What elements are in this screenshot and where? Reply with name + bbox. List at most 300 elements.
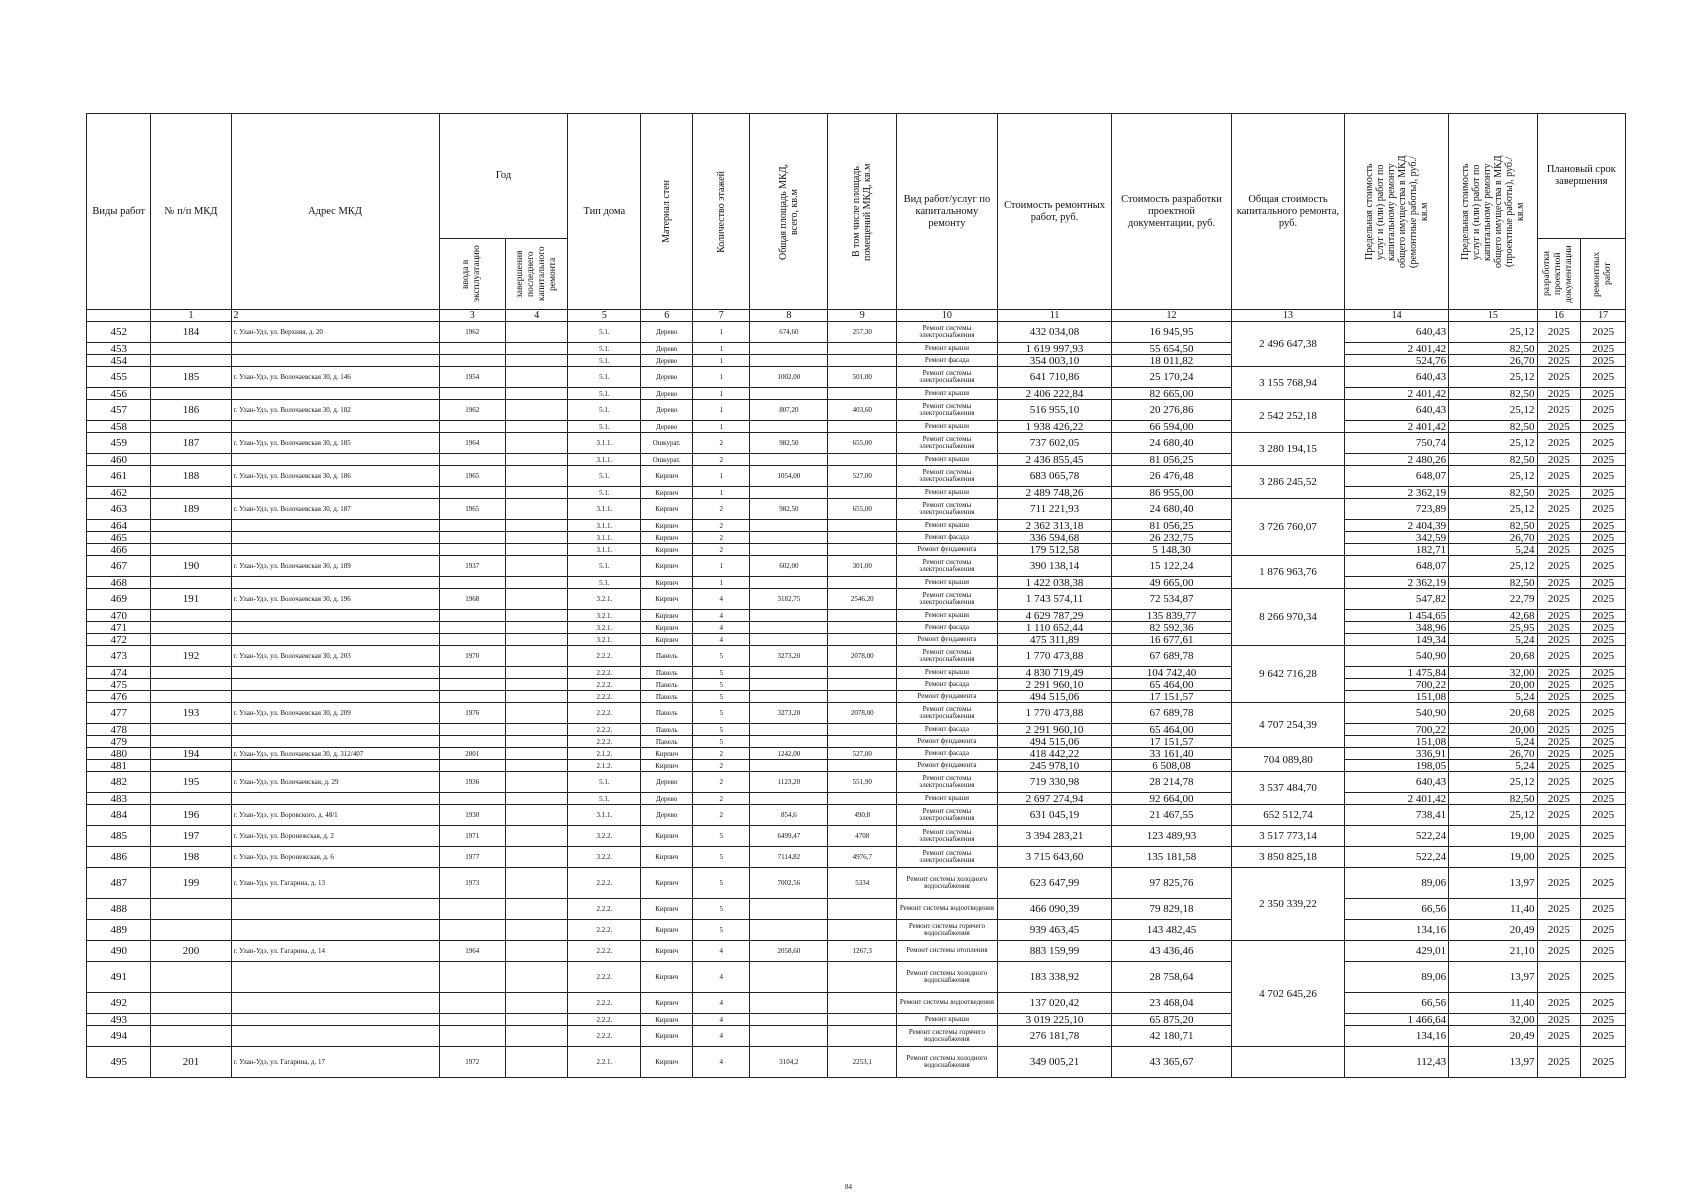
limit-design: 11,40 xyxy=(1449,993,1537,1014)
wall-material: Кирпич xyxy=(641,577,693,589)
house-address: г. Улан-Удэ, ул. Гагарина, д. 14 xyxy=(231,941,439,962)
house-address xyxy=(231,454,439,466)
table-row xyxy=(87,499,1626,520)
house-address: г. Улан-Удэ, ул. Верхняя, д. 20 xyxy=(231,322,439,343)
work-type: Ремонт системы отопления xyxy=(897,941,998,962)
cost-design: 15 122,24 xyxy=(1112,556,1232,577)
wall-material: Кирпич xyxy=(641,1026,693,1047)
row-id: 485 xyxy=(87,826,151,847)
work-type: Ремонт фасада xyxy=(897,532,998,544)
floors: 4 xyxy=(693,1014,750,1026)
cost-repair: 737 602,05 xyxy=(997,433,1111,454)
wall-material: Панель xyxy=(641,646,693,667)
header-limit-repair-text: Предельная стоимость услуг и (или) работ по капитальному ремонту общего имущества в МКД (ремонтные работы), руб./кв.м xyxy=(1363,155,1430,268)
row-id: 481 xyxy=(87,760,151,772)
limit-design: 25,12 xyxy=(1449,772,1537,793)
floors: 1 xyxy=(693,421,750,433)
house-address xyxy=(231,920,439,941)
deadline-repair: 2025 xyxy=(1581,388,1626,400)
work-type: Ремонт фундамента xyxy=(897,760,998,772)
year-last-repair xyxy=(506,1047,568,1078)
deadline-repair: 2025 xyxy=(1581,577,1626,589)
work-type: Ремонт крыши xyxy=(897,487,998,499)
year-last-repair xyxy=(506,826,568,847)
year-last-repair xyxy=(506,433,568,454)
deadline-repair: 2025 xyxy=(1581,899,1626,920)
year-commission: 1936 xyxy=(439,772,506,793)
table-row xyxy=(87,1026,1626,1047)
limit-design: 20,68 xyxy=(1449,703,1537,724)
table-row xyxy=(87,868,1626,899)
area-total xyxy=(750,793,828,805)
floors: 1 xyxy=(693,400,750,421)
area-living xyxy=(828,724,897,736)
row-id: 455 xyxy=(87,367,151,388)
limit-repair: 640,43 xyxy=(1345,772,1449,793)
cost-design: 18 011,82 xyxy=(1112,355,1232,367)
deadline-design: 2025 xyxy=(1537,646,1581,667)
year-commission: 1968 xyxy=(439,589,506,610)
col-number xyxy=(87,310,151,322)
cost-repair: 349 005,21 xyxy=(997,1047,1111,1078)
year-commission: 1965 xyxy=(439,466,506,487)
year-commission: 1965 xyxy=(439,499,506,520)
house-number xyxy=(151,343,231,355)
row-id: 480 xyxy=(87,748,151,760)
house-number xyxy=(151,610,231,622)
floors: 5 xyxy=(693,847,750,868)
table-row xyxy=(87,577,1626,589)
area-living xyxy=(828,667,897,679)
house-number xyxy=(151,899,231,920)
header-year-repair-text: завершения последнего капитального ремонта xyxy=(514,246,558,302)
cost-repair: 3 715 643,60 xyxy=(997,847,1111,868)
cost-repair: 1 938 426,22 xyxy=(997,421,1111,433)
house-number: 198 xyxy=(151,847,231,868)
area-total: 7002,56 xyxy=(750,868,828,899)
table-row xyxy=(87,748,1626,760)
house-number: 201 xyxy=(151,1047,231,1078)
cost-total: 2 350 339,22 xyxy=(1231,868,1344,941)
table-row xyxy=(87,433,1626,454)
row-id: 472 xyxy=(87,634,151,646)
year-last-repair xyxy=(506,577,568,589)
header-limit-design xyxy=(1449,114,1537,310)
work-type: Ремонт крыши xyxy=(897,520,998,532)
deadline-design: 2025 xyxy=(1537,343,1581,355)
col-number: 4 xyxy=(506,310,568,322)
year-commission xyxy=(439,577,506,589)
floors: 5 xyxy=(693,691,750,703)
limit-repair: 738,41 xyxy=(1345,805,1449,826)
limit-repair: 2 362,19 xyxy=(1345,487,1449,499)
year-commission: 1962 xyxy=(439,400,506,421)
wall-material: Дерево xyxy=(641,388,693,400)
work-type: Ремонт системы водоотведения xyxy=(897,993,998,1014)
area-living: 655,00 xyxy=(828,499,897,520)
header-work-type: Вид работ/услуг по капитальному ремонту xyxy=(897,114,998,310)
limit-repair: 151,08 xyxy=(1345,691,1449,703)
area-living: 527,00 xyxy=(828,748,897,760)
house-address xyxy=(231,1014,439,1026)
limit-design: 20,00 xyxy=(1449,724,1537,736)
house-number: 188 xyxy=(151,466,231,487)
year-last-repair xyxy=(506,760,568,772)
house-number: 193 xyxy=(151,703,231,724)
year-commission xyxy=(439,388,506,400)
limit-repair: 700,22 xyxy=(1345,679,1449,691)
row-id: 491 xyxy=(87,962,151,993)
row-id: 464 xyxy=(87,520,151,532)
house-type: 5.1. xyxy=(568,355,641,367)
house-address xyxy=(231,993,439,1014)
col-number: 5 xyxy=(568,310,641,322)
cost-design: 65 875,20 xyxy=(1112,1014,1232,1026)
house-address: г. Улан-Удэ, ул. Волочаевская 30, д. 189 xyxy=(231,556,439,577)
area-total: 1123,20 xyxy=(750,772,828,793)
deadline-repair: 2025 xyxy=(1581,343,1626,355)
table-row xyxy=(87,589,1626,610)
deadline-repair: 2025 xyxy=(1581,367,1626,388)
deadline-design: 2025 xyxy=(1537,433,1581,454)
house-type: 2.1.2. xyxy=(568,760,641,772)
header-deadline-design xyxy=(1537,239,1581,310)
cost-design: 28 758,64 xyxy=(1112,962,1232,993)
deadline-repair: 2025 xyxy=(1581,433,1626,454)
deadline-design: 2025 xyxy=(1537,691,1581,703)
deadline-design: 2025 xyxy=(1537,1026,1581,1047)
header-floors-text: Количество этажей xyxy=(715,170,727,253)
year-commission: 2001 xyxy=(439,748,506,760)
house-type: 5.1. xyxy=(568,466,641,487)
cost-repair: 2 291 960,10 xyxy=(997,724,1111,736)
work-type: Ремонт крыши xyxy=(897,793,998,805)
work-type: Ремонт системы холодного водоснабжения xyxy=(897,868,998,899)
year-last-repair xyxy=(506,772,568,793)
area-total xyxy=(750,343,828,355)
work-type: Ремонт системы электроснабжения xyxy=(897,322,998,343)
floors: 5 xyxy=(693,736,750,748)
header-wall xyxy=(641,114,693,310)
house-type: 3.1.1. xyxy=(568,499,641,520)
cost-repair: 494 515,06 xyxy=(997,691,1111,703)
year-last-repair xyxy=(506,520,568,532)
wall-material: Кирпич xyxy=(641,826,693,847)
limit-design: 21,10 xyxy=(1449,941,1537,962)
header-house-type: Тип дома xyxy=(568,114,641,310)
house-number xyxy=(151,920,231,941)
floors: 4 xyxy=(693,1026,750,1047)
cost-total xyxy=(1231,1047,1344,1078)
area-total xyxy=(750,724,828,736)
limit-repair: 540,90 xyxy=(1345,646,1449,667)
limit-design: 13,97 xyxy=(1449,868,1537,899)
row-id: 479 xyxy=(87,736,151,748)
wall-material: Дерево xyxy=(641,772,693,793)
header-area-living-text: В том числе площадь помещений МКД, кв.м xyxy=(851,162,874,261)
house-number: 184 xyxy=(151,322,231,343)
work-type: Ремонт фасада xyxy=(897,679,998,691)
cost-design: 43 436,46 xyxy=(1112,941,1232,962)
wall-material: Кирпич xyxy=(641,993,693,1014)
limit-repair: 547,82 xyxy=(1345,589,1449,610)
house-type: 2.2.2. xyxy=(568,962,641,993)
wall-material: Кирпич xyxy=(641,847,693,868)
house-number xyxy=(151,1014,231,1026)
header-address: Адрес МКД xyxy=(231,114,439,310)
limit-design: 22,79 xyxy=(1449,589,1537,610)
floors: 1 xyxy=(693,367,750,388)
row-id: 453 xyxy=(87,343,151,355)
limit-repair: 1 466,64 xyxy=(1345,1014,1449,1026)
col-number: 7 xyxy=(693,310,750,322)
floors: 1 xyxy=(693,343,750,355)
house-number xyxy=(151,1026,231,1047)
house-address: г. Улан-Удэ, ул. Волочаевская 30, д. 312/407 xyxy=(231,748,439,760)
limit-repair: 522,24 xyxy=(1345,826,1449,847)
floors: 5 xyxy=(693,826,750,847)
cost-design: 135 839,77 xyxy=(1112,610,1232,622)
year-commission: 1937 xyxy=(439,556,506,577)
wall-material: Дерево xyxy=(641,322,693,343)
deadline-design: 2025 xyxy=(1537,679,1581,691)
wall-material: Кирпич xyxy=(641,589,693,610)
area-total xyxy=(750,1026,828,1047)
house-type: 3.2.1. xyxy=(568,589,641,610)
deadline-design: 2025 xyxy=(1537,421,1581,433)
area-living xyxy=(828,993,897,1014)
cost-total: 8 266 970,34 xyxy=(1231,589,1344,646)
limit-repair: 1 475,84 xyxy=(1345,667,1449,679)
col-number: 16 xyxy=(1537,310,1581,322)
year-last-repair xyxy=(506,667,568,679)
deadline-design: 2025 xyxy=(1537,1047,1581,1078)
year-last-repair xyxy=(506,544,568,556)
cost-design: 81 056,25 xyxy=(1112,454,1232,466)
deadline-repair: 2025 xyxy=(1581,679,1626,691)
table-row xyxy=(87,634,1626,646)
wall-material: Ошкурат. xyxy=(641,454,693,466)
deadline-design: 2025 xyxy=(1537,993,1581,1014)
wall-material: Кирпич xyxy=(641,1014,693,1026)
area-living xyxy=(828,962,897,993)
work-type: Ремонт системы электроснабжения xyxy=(897,772,998,793)
col-number: 10 xyxy=(897,310,998,322)
cost-total: 2 496 647,38 xyxy=(1231,322,1344,367)
row-id: 461 xyxy=(87,466,151,487)
cost-repair: 4 830 719,49 xyxy=(997,667,1111,679)
cost-total: 3 280 194,15 xyxy=(1231,433,1344,466)
house-type: 5.1. xyxy=(568,343,641,355)
cost-design: 42 180,71 xyxy=(1112,1026,1232,1047)
header-vid: Виды работ xyxy=(87,114,151,310)
area-living xyxy=(828,1014,897,1026)
cost-design: 26 476,48 xyxy=(1112,466,1232,487)
year-commission xyxy=(439,454,506,466)
limit-design: 5,24 xyxy=(1449,634,1537,646)
row-id: 474 xyxy=(87,667,151,679)
house-number xyxy=(151,388,231,400)
header-nn: № п/п МКД xyxy=(151,114,231,310)
limit-design: 82,50 xyxy=(1449,577,1537,589)
work-type: Ремонт системы водоотведения xyxy=(897,899,998,920)
area-living: 403,60 xyxy=(828,400,897,421)
table-row xyxy=(87,993,1626,1014)
area-total: 807,20 xyxy=(750,400,828,421)
limit-repair: 2 480,26 xyxy=(1345,454,1449,466)
limit-design: 82,50 xyxy=(1449,343,1537,355)
house-address xyxy=(231,610,439,622)
limit-repair: 522,24 xyxy=(1345,847,1449,868)
table-row xyxy=(87,622,1626,634)
table-row xyxy=(87,941,1626,962)
floors: 1 xyxy=(693,355,750,367)
cost-design: 6 508,08 xyxy=(1112,760,1232,772)
house-type: 3.2.2. xyxy=(568,826,641,847)
area-living xyxy=(828,421,897,433)
row-id: 483 xyxy=(87,793,151,805)
area-living xyxy=(828,454,897,466)
year-commission: 1964 xyxy=(439,433,506,454)
row-id: 476 xyxy=(87,691,151,703)
cost-repair: 276 181,78 xyxy=(997,1026,1111,1047)
house-type: 2.2.2. xyxy=(568,724,641,736)
deadline-repair: 2025 xyxy=(1581,544,1626,556)
area-total xyxy=(750,454,828,466)
header-area-total-text: Общая площадь МКД, всего, кв.м xyxy=(777,163,800,260)
work-type: Ремонт крыши xyxy=(897,454,998,466)
limit-repair: 89,06 xyxy=(1345,962,1449,993)
wall-material: Дерево xyxy=(641,343,693,355)
wall-material: Панель xyxy=(641,679,693,691)
table-row xyxy=(87,667,1626,679)
area-living xyxy=(828,1026,897,1047)
house-type: 2.2.2. xyxy=(568,993,641,1014)
limit-repair: 1 454,65 xyxy=(1345,610,1449,622)
area-living xyxy=(828,736,897,748)
table-row xyxy=(87,847,1626,868)
area-total xyxy=(750,577,828,589)
deadline-repair: 2025 xyxy=(1581,487,1626,499)
cost-design: 65 464,00 xyxy=(1112,724,1232,736)
header-year-commission xyxy=(439,239,506,310)
area-living xyxy=(828,532,897,544)
wall-material: Кирпич xyxy=(641,499,693,520)
year-commission xyxy=(439,520,506,532)
wall-material: Кирпич xyxy=(641,466,693,487)
work-type: Ремонт крыши xyxy=(897,388,998,400)
table-row xyxy=(87,646,1626,667)
wall-material: Дерево xyxy=(641,400,693,421)
cost-repair: 418 442,22 xyxy=(997,748,1111,760)
work-type: Ремонт системы электроснабжения xyxy=(897,400,998,421)
house-number: 185 xyxy=(151,367,231,388)
header-deadline-repair-text: ремонтных работ xyxy=(1592,251,1614,297)
house-number xyxy=(151,993,231,1014)
page-number: 84 xyxy=(845,1183,852,1191)
limit-repair: 524,76 xyxy=(1345,355,1449,367)
cost-design: 24 680,40 xyxy=(1112,433,1232,454)
floors: 2 xyxy=(693,544,750,556)
row-id: 488 xyxy=(87,899,151,920)
row-id: 458 xyxy=(87,421,151,433)
house-address xyxy=(231,760,439,772)
area-total xyxy=(750,1014,828,1026)
limit-design: 25,95 xyxy=(1449,622,1537,634)
limit-design: 25,12 xyxy=(1449,322,1537,343)
limit-design: 82,50 xyxy=(1449,793,1537,805)
table-row xyxy=(87,343,1626,355)
col-number: 1 xyxy=(151,310,231,322)
work-type: Ремонт крыши xyxy=(897,577,998,589)
col-number: 6 xyxy=(641,310,693,322)
house-type: 3.2.1. xyxy=(568,634,641,646)
deadline-repair: 2025 xyxy=(1581,634,1626,646)
house-address: г. Улан-Удэ, ул. Волочаевская 30, д. 203 xyxy=(231,646,439,667)
year-commission: 1973 xyxy=(439,868,506,899)
house-type: 2.2.2. xyxy=(568,679,641,691)
cost-repair: 1 110 652,44 xyxy=(997,622,1111,634)
cost-design: 82 665,00 xyxy=(1112,388,1232,400)
house-type: 5.1. xyxy=(568,367,641,388)
deadline-repair: 2025 xyxy=(1581,646,1626,667)
house-number xyxy=(151,421,231,433)
house-number: 190 xyxy=(151,556,231,577)
house-address xyxy=(231,532,439,544)
row-id: 484 xyxy=(87,805,151,826)
work-type: Ремонт фасада xyxy=(897,622,998,634)
year-last-repair xyxy=(506,679,568,691)
cost-design: 86 955,00 xyxy=(1112,487,1232,499)
deadline-repair: 2025 xyxy=(1581,589,1626,610)
limit-design: 82,50 xyxy=(1449,520,1537,532)
deadline-repair: 2025 xyxy=(1581,1047,1626,1078)
area-living xyxy=(828,691,897,703)
house-address: г. Улан-Удэ, ул. Волочаевская 30, д. 196 xyxy=(231,589,439,610)
year-commission xyxy=(439,343,506,355)
wall-material: Кирпич xyxy=(641,532,693,544)
floors: 4 xyxy=(693,589,750,610)
row-id: 466 xyxy=(87,544,151,556)
cost-design: 5 148,30 xyxy=(1112,544,1232,556)
floors: 1 xyxy=(693,487,750,499)
wall-material: Кирпич xyxy=(641,634,693,646)
table-row xyxy=(87,520,1626,532)
cost-repair: 1 770 473,88 xyxy=(997,646,1111,667)
limit-design: 20,49 xyxy=(1449,1026,1537,1047)
cost-design: 25 170,24 xyxy=(1112,367,1232,388)
year-last-repair xyxy=(506,355,568,367)
house-address xyxy=(231,899,439,920)
house-number xyxy=(151,760,231,772)
cost-repair: 475 311,89 xyxy=(997,634,1111,646)
deadline-design: 2025 xyxy=(1537,499,1581,520)
wall-material: Кирпич xyxy=(641,487,693,499)
limit-repair: 2 401,42 xyxy=(1345,421,1449,433)
year-last-repair xyxy=(506,793,568,805)
year-commission: 1971 xyxy=(439,826,506,847)
limit-repair: 336,91 xyxy=(1345,748,1449,760)
area-total: 3273,20 xyxy=(750,646,828,667)
limit-repair: 648,07 xyxy=(1345,466,1449,487)
house-address xyxy=(231,667,439,679)
row-id: 492 xyxy=(87,993,151,1014)
area-living xyxy=(828,760,897,772)
year-last-repair xyxy=(506,400,568,421)
header-deadline-design-text: разработки проектной документации xyxy=(1542,245,1575,303)
house-number xyxy=(151,724,231,736)
area-total: 982,50 xyxy=(750,499,828,520)
